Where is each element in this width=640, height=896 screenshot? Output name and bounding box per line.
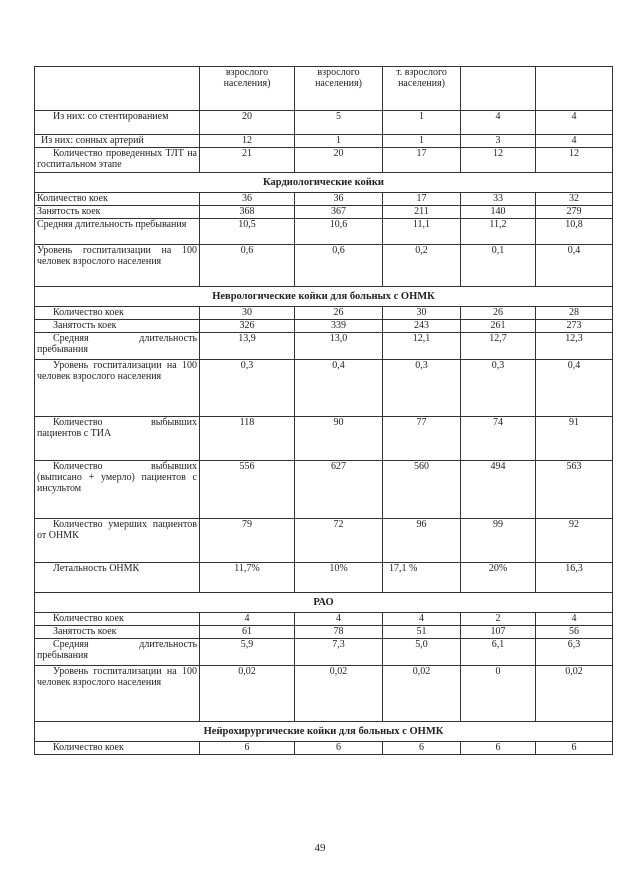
row-label: Средняя длительность пребывания bbox=[35, 639, 200, 666]
row-label: Занятость коек bbox=[35, 206, 200, 219]
header-cell bbox=[536, 67, 613, 111]
row-label: Занятость коек bbox=[35, 320, 200, 333]
cell-value: 99 bbox=[461, 519, 536, 563]
cell-value: 78 bbox=[295, 626, 383, 639]
table-row bbox=[35, 563, 613, 593]
table-header-row bbox=[35, 67, 613, 111]
table-row bbox=[35, 320, 613, 333]
cell-value: 0,02 bbox=[200, 666, 295, 722]
section-title: Кардиологические койки bbox=[35, 173, 613, 193]
cell-value: 0,3 bbox=[383, 360, 461, 417]
header-cell: взрослого населения) bbox=[295, 67, 383, 111]
section-title: Нейрохирургические койки для больных с ОНМК bbox=[35, 722, 613, 742]
table-row bbox=[35, 245, 613, 287]
cell-value: 33 bbox=[461, 193, 536, 206]
table-row bbox=[35, 135, 613, 148]
section-title: Неврологические койки для больных с ОНМК bbox=[35, 287, 613, 307]
cell-value: 6,1 bbox=[461, 639, 536, 666]
cell-value: 56 bbox=[536, 626, 613, 639]
cell-value: 261 bbox=[461, 320, 536, 333]
cell-value: 0,3 bbox=[461, 360, 536, 417]
table-row bbox=[35, 307, 613, 320]
cell-value: 72 bbox=[295, 519, 383, 563]
row-label: Уровень госпитализации на 100 человек взрослого населения bbox=[35, 360, 200, 417]
table-row bbox=[35, 666, 613, 722]
cell-value: 4 bbox=[295, 613, 383, 626]
cell-value: 560 bbox=[383, 461, 461, 519]
cell-value: 0,4 bbox=[536, 245, 613, 287]
cell-value: 13,0 bbox=[295, 333, 383, 360]
cell-value: 563 bbox=[536, 461, 613, 519]
cell-value: 4 bbox=[461, 111, 536, 135]
cell-value: 1 bbox=[295, 135, 383, 148]
page-number: 49 bbox=[314, 842, 326, 854]
cell-value: 2 bbox=[461, 613, 536, 626]
section-header-row bbox=[35, 287, 613, 307]
cell-value: 12 bbox=[536, 148, 613, 173]
cell-value: 6 bbox=[383, 742, 461, 755]
cell-value: 4 bbox=[536, 135, 613, 148]
cell-value: 3 bbox=[461, 135, 536, 148]
cell-value: 7,3 bbox=[295, 639, 383, 666]
cell-value: 28 bbox=[536, 307, 613, 320]
cell-value: 6 bbox=[536, 742, 613, 755]
cell-value: 77 bbox=[383, 417, 461, 461]
row-label: Количество выбывших (выписано + умерло) пациентов с инсультом bbox=[35, 461, 200, 519]
section-header-row bbox=[35, 593, 613, 613]
cell-value: 12,3 bbox=[536, 333, 613, 360]
cell-value: 10% bbox=[295, 563, 383, 593]
cell-value: 107 bbox=[461, 626, 536, 639]
cell-value: 20% bbox=[461, 563, 536, 593]
table-row bbox=[35, 613, 613, 626]
cell-value: 367 bbox=[295, 206, 383, 219]
header-cell bbox=[461, 67, 536, 111]
cell-value: 556 bbox=[200, 461, 295, 519]
header-cell: т. взрослого населения) bbox=[383, 67, 461, 111]
cell-value: 326 bbox=[200, 320, 295, 333]
cell-value: 16,3 bbox=[536, 563, 613, 593]
cell-value: 0,02 bbox=[383, 666, 461, 722]
row-label: Количество коек bbox=[35, 613, 200, 626]
cell-value: 17 bbox=[383, 193, 461, 206]
row-label: Количество проведенных ТЛТ на госпитальном этапе bbox=[35, 148, 200, 173]
cell-value: 6 bbox=[200, 742, 295, 755]
cell-value: 0,3 bbox=[200, 360, 295, 417]
cell-value: 6 bbox=[295, 742, 383, 755]
cell-value: 10,6 bbox=[295, 219, 383, 245]
table-row bbox=[35, 461, 613, 519]
table-row bbox=[35, 193, 613, 206]
row-label: Количество коек bbox=[35, 307, 200, 320]
cell-value: 26 bbox=[295, 307, 383, 320]
table-row bbox=[35, 639, 613, 666]
cell-value: 21 bbox=[200, 148, 295, 173]
cell-value: 5 bbox=[295, 111, 383, 135]
cell-value: 11,7% bbox=[200, 563, 295, 593]
cell-value: 96 bbox=[383, 519, 461, 563]
cell-value: 91 bbox=[536, 417, 613, 461]
cell-value: 30 bbox=[200, 307, 295, 320]
row-label: Занятость коек bbox=[35, 626, 200, 639]
cell-value: 74 bbox=[461, 417, 536, 461]
cell-value: 13,9 bbox=[200, 333, 295, 360]
cell-value: 279 bbox=[536, 206, 613, 219]
table-row bbox=[35, 626, 613, 639]
cell-value: 20 bbox=[295, 148, 383, 173]
section-title: РАО bbox=[35, 593, 613, 613]
cell-value: 0 bbox=[461, 666, 536, 722]
row-label: Из них: сонных артерий bbox=[35, 135, 200, 148]
row-label: Количество коек bbox=[35, 193, 200, 206]
cell-value: 1 bbox=[383, 111, 461, 135]
cell-value: 0,6 bbox=[200, 245, 295, 287]
cell-value: 11,2 bbox=[461, 219, 536, 245]
cell-value: 0,6 bbox=[295, 245, 383, 287]
cell-value: 0,02 bbox=[536, 666, 613, 722]
cell-value: 61 bbox=[200, 626, 295, 639]
table-row bbox=[35, 742, 613, 755]
cell-value: 17,1 % bbox=[383, 563, 461, 593]
cell-value: 494 bbox=[461, 461, 536, 519]
cell-value: 32 bbox=[536, 193, 613, 206]
cell-value: 92 bbox=[536, 519, 613, 563]
cell-value: 12 bbox=[200, 135, 295, 148]
row-label: Уровень госпитализации на 100 человек взрослого населения bbox=[35, 666, 200, 722]
cell-value: 12,7 bbox=[461, 333, 536, 360]
cell-value: 30 bbox=[383, 307, 461, 320]
cell-value: 0,1 bbox=[461, 245, 536, 287]
row-label: Средняя длительность пребывания bbox=[35, 219, 200, 245]
cell-value: 4 bbox=[536, 111, 613, 135]
cell-value: 6 bbox=[461, 742, 536, 755]
cell-value: 90 bbox=[295, 417, 383, 461]
cell-value: 79 bbox=[200, 519, 295, 563]
cell-value: 4 bbox=[200, 613, 295, 626]
cell-value: 10,8 bbox=[536, 219, 613, 245]
statistics-table bbox=[34, 66, 613, 755]
table-row bbox=[35, 333, 613, 360]
cell-value: 140 bbox=[461, 206, 536, 219]
cell-value: 10,5 bbox=[200, 219, 295, 245]
cell-value: 17 bbox=[383, 148, 461, 173]
cell-value: 0,4 bbox=[536, 360, 613, 417]
cell-value: 273 bbox=[536, 320, 613, 333]
row-label: Из них: со стентированием bbox=[35, 111, 200, 135]
cell-value: 118 bbox=[200, 417, 295, 461]
cell-value: 20 bbox=[200, 111, 295, 135]
cell-value: 11,1 bbox=[383, 219, 461, 245]
table-row bbox=[35, 206, 613, 219]
cell-value: 339 bbox=[295, 320, 383, 333]
table-row bbox=[35, 148, 613, 173]
section-header-row bbox=[35, 722, 613, 742]
table-row bbox=[35, 519, 613, 563]
table-row bbox=[35, 417, 613, 461]
cell-value: 4 bbox=[383, 613, 461, 626]
cell-value: 368 bbox=[200, 206, 295, 219]
row-label: Летальность ОНМК bbox=[35, 563, 200, 593]
header-cell bbox=[35, 67, 200, 111]
cell-value: 5,9 bbox=[200, 639, 295, 666]
cell-value: 4 bbox=[536, 613, 613, 626]
cell-value: 36 bbox=[200, 193, 295, 206]
table-row bbox=[35, 360, 613, 417]
row-label: Средняя длительность пребывания bbox=[35, 333, 200, 360]
cell-value: 0,2 bbox=[383, 245, 461, 287]
cell-value: 6,3 bbox=[536, 639, 613, 666]
section-header-row bbox=[35, 173, 613, 193]
cell-value: 243 bbox=[383, 320, 461, 333]
row-label: Количество умерших пациентов от ОНМК bbox=[35, 519, 200, 563]
cell-value: 5,0 bbox=[383, 639, 461, 666]
cell-value: 627 bbox=[295, 461, 383, 519]
table-row bbox=[35, 111, 613, 135]
table-row bbox=[35, 219, 613, 245]
cell-value: 0,4 bbox=[295, 360, 383, 417]
cell-value: 0,02 bbox=[295, 666, 383, 722]
cell-value: 12,1 bbox=[383, 333, 461, 360]
cell-value: 12 bbox=[461, 148, 536, 173]
cell-value: 1 bbox=[383, 135, 461, 148]
cell-value: 51 bbox=[383, 626, 461, 639]
row-label: Уровень госпитализации на 100 человек взрослого населения bbox=[35, 245, 200, 287]
cell-value: 26 bbox=[461, 307, 536, 320]
header-cell: взрослого населения) bbox=[200, 67, 295, 111]
cell-value: 36 bbox=[295, 193, 383, 206]
cell-value: 211 bbox=[383, 206, 461, 219]
row-label: Количество коек bbox=[35, 742, 200, 755]
row-label: Количество выбывших пациентов с ТИА bbox=[35, 417, 200, 461]
